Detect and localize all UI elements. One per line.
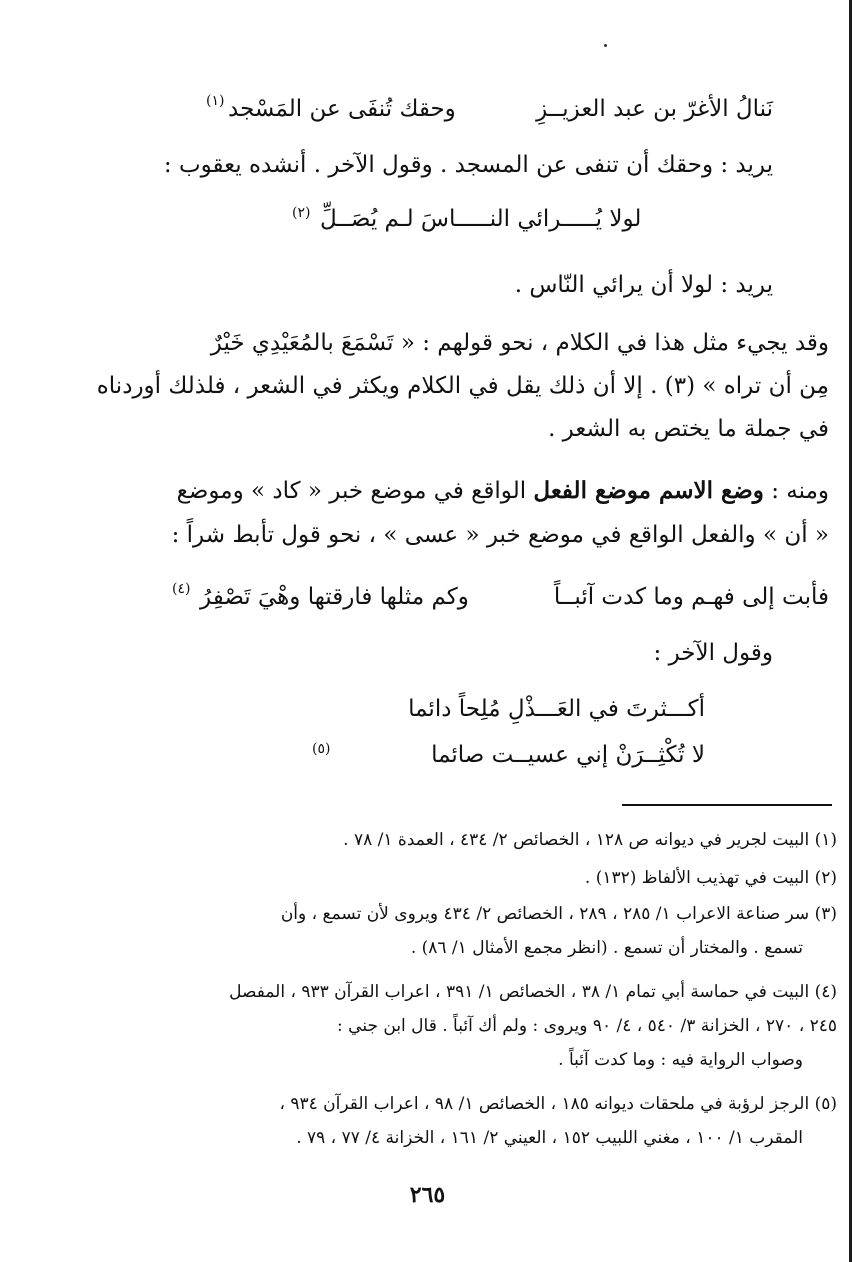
paragraph-5: وقول الآخر : (653, 640, 773, 666)
paragraph-3-line-3: في جملة ما يختص به الشعر . (548, 416, 829, 442)
verse3-first-hemistich: فأبت إلى فهـم وما كدت آئبــاً (553, 584, 829, 610)
verse4-line-2: لا تُكْثِــرَنْ إني عسيــت صائما (431, 742, 705, 768)
paragraph-4-line-2: « أن » والفعل الواقع في موضع خبر « عسى » ، نحو قول تأبط شراً : (171, 522, 829, 548)
footnote-separator (622, 804, 832, 806)
footnote-4-line-1: (٤) البيت في حماسة أبي تمام ١/ ٣٨ ، الخصائص ١/ ٣٩١ ، اعراب القرآن ٩٣٣ ، المفصل (229, 982, 837, 1002)
page-edge-line (849, 0, 852, 1262)
footnote-5-line-2: المقرب ١/ ١٠٠ ، مغني اللبيب ١٥٢ ، العيني ٢/ ١٦١ ، الخزانة ٤/ ٧٧ ، ٧٩ . (296, 1128, 803, 1148)
footnote-2: (٢) البيت في تهذيب الألفاظ (١٣٢) . (584, 868, 837, 888)
footnote-ref-5: (٥) (312, 741, 331, 757)
footnote-3-line-2: تسمع . والمختار أن تسمع . (انظر مجمع الأمثال ١/ ٨٦) . (410, 938, 803, 958)
verse1-second-hemistich: وحقك تُنفَى عن المَسْجد (228, 96, 456, 122)
paragraph-3-line-1: وقد يجيء مثل هذا في الكلام ، نحو قولهم : « تَسْمَعَ بالمُعَيْدِي خَيْرٌ (210, 330, 829, 356)
footnote-5-line-1: (٥) الرجز لرؤبة في ملحقات ديوانه ١٨٥ ، الخصائص ١/ ٩٨ ، اعراب القرآن ٩٣٤ ، (279, 1094, 837, 1114)
section-heading-bold: وضع الاسم موضع الفعل (533, 477, 764, 504)
paragraph-4-line-1 (177, 474, 829, 508)
footnote-4-line-2: ٢٤٥ ، ٢٧٠ ، الخزانة ٣/ ٥٤٠ ، ٤/ ٩٠ ويروى : ولم أك آئباً . قال ابن جني : (337, 1016, 837, 1036)
page-number: ٢٦٥ (409, 1182, 446, 1208)
footnote-ref-2: (٢) (292, 205, 311, 221)
scan-speck (604, 44, 607, 47)
verse2: لولا يُـــــرائي النـــــاسَ لـم يُصَــلِّ (320, 206, 642, 232)
paragraph-2: يريد : لولا أن يرائي النّاس . (514, 272, 773, 298)
footnote-ref-1: (١) (206, 93, 225, 109)
paragraph-4-intro: ومنه : (763, 478, 829, 504)
footnote-4-line-3: وصواب الرواية فيه : وما كدت آئباً . (558, 1050, 803, 1070)
paragraph-1: يريد : وحقك أن تنفى عن المسجد . وقول الآخر . أنشده يعقوب : (163, 152, 773, 178)
footnote-3-line-1: (٣) سر صناعة الاعراب ١/ ٢٨٥ ، ٢٨٩ ، الخصائص ٢/ ٤٣٤ ويروى لأن تسمع ، وأن (280, 904, 837, 924)
verse3-second-hemistich: وكم مثلها فارقتها وهْيَ تَصْفِرُ (200, 584, 469, 610)
footnote-ref-4: (٤) (172, 581, 191, 597)
paragraph-4-rest: الواقع في موضع خبر « كاد » وموضع (176, 478, 534, 504)
verse1-first-hemistich: نَنالُ الأغرّ بن عبد العزيــزِ (536, 96, 773, 122)
verse4-line-1: أكـــثرتَ في العَـــذْلِ مُلِحاً دائما (408, 696, 705, 722)
paragraph-3-line-2: مِن أن تراه » (٣) . إلا أن ذلك يقل في الكلام ويكثر في الشعر ، فلذلك أوردناه (96, 373, 829, 399)
footnote-1: (١) البيت لجرير في ديوانه ص ١٢٨ ، الخصائص ٢/ ٤٣٤ ، العمدة ١/ ٧٨ . (343, 830, 837, 850)
